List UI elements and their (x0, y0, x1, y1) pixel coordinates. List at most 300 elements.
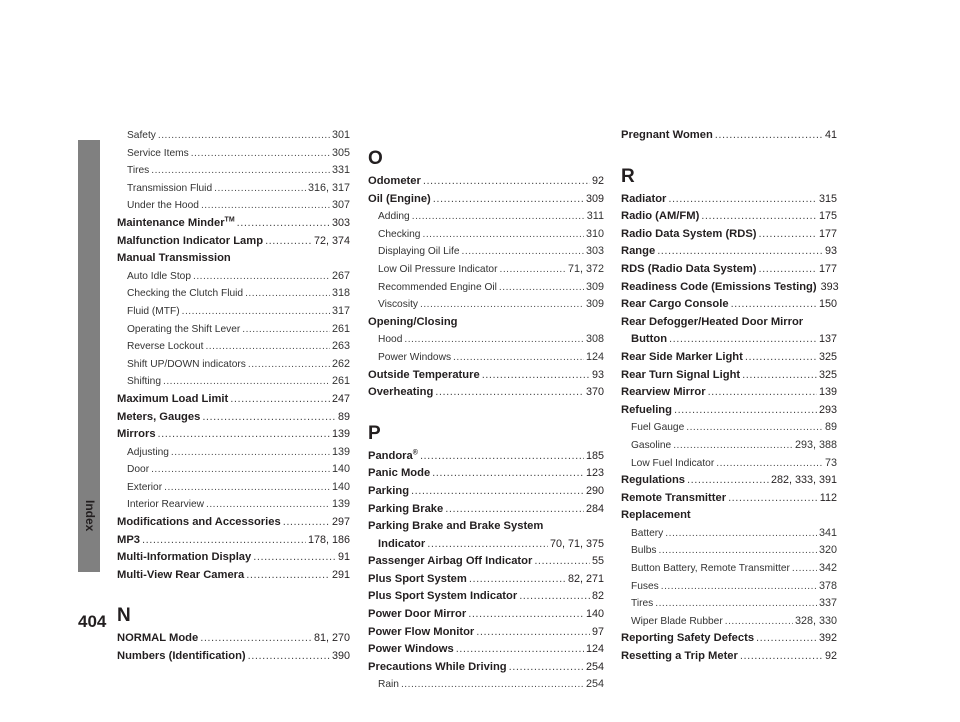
index-entry (117, 532, 350, 550)
leader-dots (482, 367, 590, 385)
entry-page-numbers: 82, 271 (567, 572, 604, 585)
leader-dots (404, 331, 584, 349)
entry-page-numbers: 73 (824, 456, 837, 469)
index-column-1 (117, 127, 350, 666)
entry-page-numbers: 317 (331, 304, 350, 317)
leader-dots (163, 373, 330, 391)
leader-dots (422, 226, 584, 244)
entry-title-text: Auto Idle Stop (127, 270, 192, 282)
entry-title (378, 349, 451, 367)
index-entry (368, 173, 604, 191)
entry-page-numbers: 309 (585, 280, 604, 293)
leader-dots (423, 173, 590, 191)
entry-title-text: Parking Brake and Brake System (368, 520, 544, 533)
entry-page-numbers: 284 (585, 502, 604, 515)
entry-title (621, 402, 672, 420)
index-subentry (368, 279, 604, 297)
leader-dots (715, 127, 823, 145)
leader-dots (657, 243, 823, 261)
entry-title (117, 549, 251, 567)
entry-page-numbers: 261 (331, 322, 350, 335)
leader-dots (499, 261, 565, 279)
entry-title (117, 567, 244, 585)
leader-dots (686, 419, 823, 437)
entry-title-text: Checking (378, 228, 421, 240)
entry-page-numbers: 247 (331, 392, 350, 405)
entry-page-numbers: 337 (818, 597, 837, 610)
index-subentry (117, 321, 350, 339)
entry-page-numbers: 254 (585, 678, 604, 691)
leader-dots (151, 162, 330, 180)
entry-title (621, 472, 685, 490)
entry-page-numbers: 261 (331, 375, 350, 388)
index-entry (117, 514, 350, 532)
leader-dots (509, 659, 584, 677)
entry-page-numbers: 282, 333, 391 (770, 474, 837, 487)
index-subentry (117, 373, 350, 391)
entry-title-text: Multi-Information Display (117, 551, 252, 564)
leader-dots (182, 303, 330, 321)
leader-dots (200, 630, 312, 648)
index-subentry (621, 595, 837, 613)
entry-title-text: Exterior (127, 481, 163, 493)
entry-title (127, 496, 204, 514)
index-subentry (368, 296, 604, 314)
entry-title-text: Interior Rearview (127, 499, 204, 511)
index-entry (621, 507, 837, 525)
index-entry (368, 384, 604, 402)
leader-dots (701, 208, 817, 226)
entry-page-numbers: 263 (331, 340, 350, 353)
index-subentry (368, 261, 604, 279)
entry-page-numbers: 178, 186 (307, 533, 350, 546)
entry-title-text: Maximum Load Limit (117, 392, 229, 405)
entry-page-numbers: 140 (331, 463, 350, 476)
index-entry (621, 648, 837, 666)
index-entry (621, 226, 837, 244)
index-entry (117, 426, 350, 444)
leader-dots (742, 367, 817, 385)
leader-dots (191, 145, 330, 163)
index-entry (368, 536, 604, 554)
entry-title-text: Button (631, 333, 668, 346)
entry-page-numbers: 293 (818, 403, 837, 416)
entry-title-text: Rearview Mirror (621, 386, 706, 399)
entry-page-numbers: 89 (337, 410, 350, 423)
index-subentry (621, 455, 837, 473)
entry-title (378, 676, 399, 694)
leader-dots (740, 648, 823, 666)
leader-dots (246, 567, 330, 585)
leader-dots (164, 479, 330, 497)
entry-page-numbers: 92 (824, 650, 837, 663)
index-entry (621, 296, 837, 314)
entry-title (127, 444, 169, 462)
leader-dots (469, 571, 566, 589)
entry-title-text: Rear Defogger/Heated Door Mirror (621, 315, 804, 328)
index-entry (117, 409, 350, 427)
entry-title (378, 261, 497, 279)
section-letter-heading: P (368, 422, 381, 444)
entry-title (117, 391, 228, 409)
entry-title (621, 490, 726, 508)
index-subentry (117, 180, 350, 198)
entry-page-numbers: 91 (337, 551, 350, 564)
entry-page-numbers: 318 (331, 287, 350, 300)
leader-dots (427, 536, 548, 554)
leader-dots (534, 553, 590, 571)
index-subentry (117, 145, 350, 163)
leader-dots (193, 268, 330, 286)
index-entry (621, 208, 837, 226)
entry-title (127, 197, 199, 215)
entry-page-numbers: 390 (331, 650, 350, 663)
leader-dots (745, 349, 817, 367)
section-letter-heading: O (368, 148, 383, 169)
entry-title-text: Pandora (368, 449, 413, 462)
entry-title-text: MP3 (117, 533, 141, 546)
entry-page-numbers: 41 (824, 129, 837, 141)
leader-dots (432, 465, 584, 483)
entry-title-text: Radio (AM/FM) (621, 210, 700, 223)
entry-title (631, 419, 684, 437)
leader-dots (248, 648, 330, 666)
leader-dots (476, 624, 590, 642)
entry-title-text: Malfunction Indicator Lamp (117, 234, 264, 247)
index-entry (368, 659, 604, 677)
entry-title-text: Plus Sport System Indicator (368, 590, 518, 603)
leader-dots (708, 384, 817, 402)
entry-page-numbers: 81, 270 (313, 632, 350, 645)
index-column-2 (368, 127, 604, 694)
index-entry (368, 483, 604, 501)
entry-title-text: Refueling (621, 403, 672, 416)
leader-dots (201, 197, 330, 215)
index-entry (117, 648, 350, 666)
index-entry (621, 402, 837, 420)
entry-page-numbers: 342 (818, 562, 837, 575)
leader-dots (759, 261, 817, 279)
leader-dots (792, 560, 817, 578)
entry-title (368, 606, 466, 624)
entry-title (117, 409, 200, 427)
entry-title (631, 613, 723, 631)
entry-page-numbers: 55 (591, 555, 604, 568)
entry-title-text: Safety (127, 130, 156, 141)
entry-page-numbers: 137 (818, 333, 837, 346)
index-subentry (117, 268, 350, 286)
entry-page-numbers: 341 (818, 526, 837, 539)
entry-title (117, 648, 246, 666)
index-subentry (621, 542, 837, 560)
entry-title-text: Panic Mode (368, 467, 431, 480)
index-entry (368, 314, 604, 332)
entry-title-text: Pregnant Women (621, 129, 713, 141)
entry-title (378, 243, 460, 261)
leader-dots (499, 279, 584, 297)
entry-title-text: Gasoline (631, 439, 672, 451)
entry-page-numbers: 124 (585, 350, 604, 363)
entry-title (621, 191, 666, 209)
entry-title (378, 226, 420, 244)
leader-dots (206, 496, 330, 514)
entry-title (127, 479, 162, 497)
leader-dots (253, 549, 336, 567)
index-entry (368, 191, 604, 209)
entry-page-numbers: 293, 388 (794, 438, 837, 451)
entry-title (127, 285, 243, 303)
entry-title-text: Radiator (621, 192, 667, 205)
entry-title (127, 373, 161, 391)
entry-title-text: Operating the Shift Lever (127, 323, 241, 335)
leader-dots (725, 613, 793, 631)
leader-dots (456, 641, 584, 659)
entry-title (368, 624, 474, 642)
entry-title (368, 588, 517, 606)
entry-title (117, 514, 281, 532)
index-subentry (117, 338, 350, 356)
index-subentry (117, 127, 350, 145)
index-subentry (368, 226, 604, 244)
entry-title (368, 659, 507, 677)
entry-page-numbers: 392 (818, 632, 837, 645)
index-entry (117, 250, 350, 268)
entry-title-text: Shifting (127, 376, 161, 388)
entry-title (368, 173, 421, 191)
entry-title-text: Button Battery, Remote Transmitter (631, 563, 790, 575)
entry-title (621, 367, 740, 385)
entry-title-text: Door (127, 464, 150, 476)
index-entry (117, 215, 350, 233)
entry-page-numbers: 378 (818, 579, 837, 592)
entry-title-text: Transmission Fluid (127, 182, 213, 194)
leader-dots (142, 532, 306, 550)
entry-title-text: Parking Brake (368, 502, 444, 515)
leader-dots (171, 444, 330, 462)
entry-title (117, 215, 235, 233)
entry-page-numbers: 370 (585, 386, 604, 399)
entry-title-text: Hood (378, 334, 403, 346)
entry-title-text: Manual Transmission (117, 252, 231, 265)
leader-dots (202, 409, 336, 427)
index-entry (621, 331, 837, 349)
entry-title-text: Recommended Engine Oil (378, 281, 497, 293)
entry-title-text: Fluid (MTF) (127, 305, 180, 317)
index-entry (368, 553, 604, 571)
leader-dots (237, 215, 330, 233)
entry-title-text: Power Windows (368, 643, 454, 656)
entry-title (117, 426, 156, 444)
index-entry (117, 567, 350, 585)
index-entry (621, 490, 837, 508)
entry-page-numbers: 150 (818, 298, 837, 311)
index-entry (621, 472, 837, 490)
entry-page-numbers: 124 (585, 643, 604, 656)
index-entry (117, 630, 350, 648)
entry-title-text: Rain (378, 679, 399, 691)
leader-dots (669, 331, 817, 349)
entry-title (621, 243, 655, 261)
entry-title (127, 268, 191, 286)
entry-title-text: Overheating (368, 386, 434, 399)
entry-title (621, 648, 738, 666)
leader-dots (661, 578, 817, 596)
entry-title-text: Meters, Gauges (117, 410, 201, 423)
index-subentry (621, 578, 837, 596)
index-entry (368, 624, 604, 642)
entry-title (368, 448, 418, 466)
leader-dots (731, 296, 817, 314)
index-entry (621, 243, 837, 261)
entry-title (368, 384, 433, 402)
entry-title-text: Indicator (378, 537, 426, 550)
entry-title (378, 536, 425, 554)
entry-page-numbers: 93 (591, 368, 604, 381)
index-entry (368, 518, 604, 536)
leader-dots (420, 448, 584, 466)
leader-dots (673, 437, 793, 455)
entry-title-text: Precautions While Driving (368, 660, 507, 673)
entry-page-numbers: 112 (819, 491, 837, 504)
entry-page-numbers: 307 (331, 199, 350, 212)
leader-dots (759, 226, 817, 244)
entry-page-numbers: 175 (818, 210, 837, 223)
entry-title-text: Tires (127, 165, 150, 177)
entry-page-numbers: 316, 317 (307, 181, 350, 194)
entry-title-text: Modifications and Accessories (117, 516, 281, 529)
entry-page-numbers: 290 (585, 484, 604, 497)
entry-page-numbers: 325 (818, 368, 837, 381)
entry-page-numbers: 139 (331, 498, 350, 511)
entry-page-numbers: 89 (824, 421, 837, 434)
entry-title-text: Odometer (368, 175, 421, 187)
entry-title (368, 314, 458, 332)
entry-page-numbers: 309 (585, 298, 604, 311)
index-side-label: Index (83, 500, 97, 532)
entry-title (621, 384, 706, 402)
index-entry (621, 279, 837, 297)
leader-dots (412, 208, 585, 226)
index-entry (621, 314, 837, 332)
entry-title (621, 349, 743, 367)
entry-title (621, 630, 754, 648)
index-entry (621, 191, 837, 209)
leader-dots (453, 349, 584, 367)
leader-dots (214, 180, 306, 198)
entry-page-numbers: 72, 374 (313, 234, 350, 247)
entry-title (631, 595, 653, 613)
entry-page-numbers: 92 (591, 175, 604, 187)
entry-title-text: Regulations (621, 474, 686, 487)
entry-title (378, 296, 418, 314)
leader-dots (151, 461, 330, 479)
entry-title-text: Checking the Clutch Fluid (127, 288, 244, 300)
leader-dots (242, 321, 330, 339)
leader-dots (728, 490, 818, 508)
index-entry (117, 391, 350, 409)
entry-page-numbers: 267 (331, 269, 350, 282)
entry-page-numbers: 139 (818, 386, 837, 399)
entry-title-text: Low Fuel Indicator (631, 457, 715, 469)
entry-page-numbers: 291 (331, 568, 350, 581)
leader-dots (462, 243, 584, 261)
entry-title-text: Rear Cargo Console (621, 298, 729, 311)
entry-title-text: Viscosity (378, 299, 419, 311)
index-subentry (117, 197, 350, 215)
entry-title (368, 483, 409, 501)
entry-title (621, 127, 713, 145)
entry-title (127, 303, 180, 321)
leader-dots (283, 514, 330, 532)
entry-title (631, 560, 790, 578)
entry-title (368, 191, 431, 209)
leader-dots (665, 525, 817, 543)
leader-dots (674, 402, 817, 420)
entry-title-text: Bulbs (631, 545, 657, 557)
entry-page-numbers: 328, 330 (794, 614, 837, 627)
index-subentry (117, 303, 350, 321)
leader-dots (519, 588, 590, 606)
leader-dots (401, 676, 584, 694)
entry-title-text: Shift UP/DOWN indicators (127, 358, 246, 370)
index-entry (368, 641, 604, 659)
entry-page-numbers: 315 (818, 192, 837, 205)
entry-page-numbers: 262 (331, 357, 350, 370)
leader-dots (433, 191, 584, 209)
entry-title (127, 180, 212, 198)
leader-dots (420, 296, 584, 314)
index-entry (368, 571, 604, 589)
index-subentry (621, 613, 837, 631)
index-column-3 (621, 127, 837, 666)
index-subentry (117, 461, 350, 479)
entry-page-numbers: 320 (818, 544, 837, 557)
index-subentry (621, 525, 837, 543)
leader-dots (668, 191, 817, 209)
entry-title-text: NORMAL Mode (117, 632, 199, 645)
entry-title-text: Oil (Engine) (368, 192, 431, 205)
entry-page-numbers: 97 (591, 625, 604, 638)
leader-dots (658, 542, 817, 560)
entry-title-text: Service Items (127, 147, 189, 159)
section-letter-heading: R (621, 165, 635, 187)
section-letter-heading: N (117, 605, 131, 627)
index-subentry (117, 444, 350, 462)
entry-title (117, 250, 231, 268)
index-subentry (117, 496, 350, 514)
entry-page-numbers: 311 (586, 210, 604, 223)
entry-title-text: Plus Sport System (368, 572, 467, 585)
entry-title-text: Reporting Safety Defects (621, 632, 755, 645)
entry-title (621, 261, 757, 279)
entry-title (127, 127, 156, 145)
entry-page-numbers: 308 (585, 333, 604, 346)
index-subentry (117, 285, 350, 303)
entry-title (378, 208, 410, 226)
index-entry (368, 501, 604, 519)
entry-title (631, 542, 656, 560)
entry-page-numbers: 185 (585, 449, 604, 462)
entry-page-numbers: 325 (818, 350, 837, 363)
entry-page-numbers: 331 (331, 164, 350, 177)
index-subentry (117, 162, 350, 180)
entry-page-numbers: 140 (585, 608, 604, 621)
index-subentry (621, 560, 837, 578)
entry-title-text: Tires (631, 598, 654, 610)
entry-title-superscript: TM (224, 216, 235, 224)
entry-page-numbers: 139 (331, 445, 350, 458)
index-entry (368, 606, 604, 624)
